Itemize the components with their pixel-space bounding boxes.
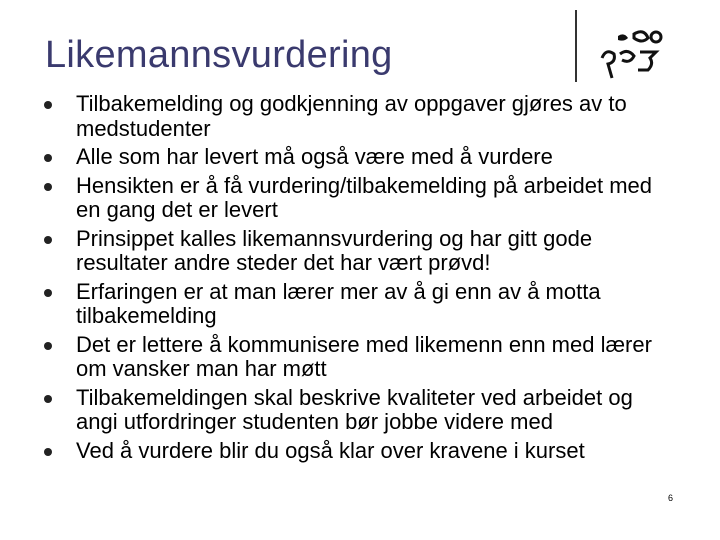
bullet-item: [40, 174, 680, 223]
bullet-dot-icon: [44, 289, 52, 297]
slide-title: Likemannsvurdering: [45, 34, 393, 76]
bullet-text: Prinsippet kalles likemannsvurdering og har gitt gode resultater andre steder det har vært prøvd!: [76, 225, 593, 275]
bullet-item: [40, 386, 680, 435]
bullet-dot-icon: [44, 236, 52, 244]
bullet-dot-icon: [44, 342, 52, 350]
bullet-dot-icon: [44, 448, 52, 456]
title-divider: [575, 10, 577, 82]
bullet-dot-icon: [44, 154, 52, 162]
bullet-text: Ved å vurdere blir du også klar over kravene i kurset: [76, 437, 585, 463]
bullet-item: [40, 92, 680, 141]
bullet-text: Hensikten er å få vurdering/tilbakemelding på arbeidet med en gang det er levert: [76, 172, 652, 222]
bullet-text: Tilbakemeldingen skal beskrive kvaliteter ved arbeidet og angi utfordringer studenten bør jobbe videre med: [76, 384, 633, 434]
bullet-item: [40, 333, 680, 382]
bullet-dot-icon: [44, 395, 52, 403]
bullet-text: Alle som har levert må også være med å vurdere: [76, 144, 553, 169]
bullet-list: [40, 92, 680, 467]
slide-page-number: 6: [668, 493, 674, 503]
bullet-text: Erfaringen er at man lærer mer av å gi enn av å motta tilbakemelding: [76, 278, 601, 328]
institution-logo-icon: [596, 28, 668, 84]
bullet-dot-icon: [44, 101, 52, 109]
bullet-item: [40, 280, 680, 329]
bullet-item: [40, 227, 680, 276]
bullet-text: Tilbakemelding og godkjenning av oppgaver gjøres av to medstudenter: [76, 91, 627, 141]
bullet-item: [40, 439, 680, 464]
bullet-text: Det er lettere å kommunisere med likemenn enn med lærer om vansker man har møtt: [76, 331, 652, 381]
bullet-dot-icon: [44, 183, 52, 191]
bullet-item: [40, 145, 680, 170]
